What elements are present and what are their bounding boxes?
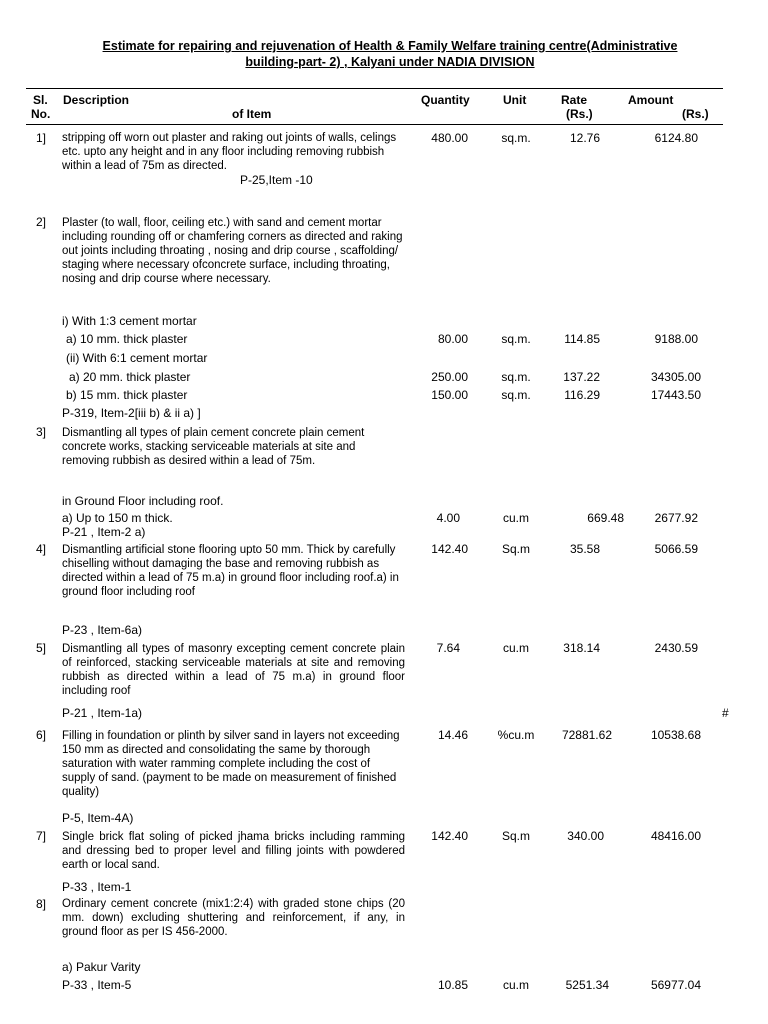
item8-unit: cu.m	[502, 978, 529, 992]
item5-unit: cu.m	[502, 641, 529, 655]
item2-a2-amount: 34305.00	[650, 370, 701, 384]
item2-sub-b: b) 15 mm. thick plaster	[66, 388, 188, 402]
item4-amount: 5066.59	[654, 542, 698, 556]
item3-reference: P-21 , Item-2 a)	[62, 525, 146, 539]
item3-description: Dismantling all types of plain cement concrete plain cement concrete works, stacking serviceable materials at site and removing rubbish as desired within a lead of 75m.	[62, 427, 365, 467]
item8-quantity: 10.85	[437, 978, 468, 992]
item8-sub: a) Pakur Varity	[62, 960, 141, 974]
item4-rate: 35.58	[569, 542, 600, 556]
header-of-item: of Item	[232, 107, 272, 121]
item7-quantity: 142.40	[431, 829, 468, 843]
header-amount: Amount	[628, 93, 674, 107]
item1-reference: P-25,Item -10	[240, 173, 313, 187]
header-no: No.	[31, 107, 51, 121]
header-sl: Sl.	[33, 93, 48, 107]
header-description: Description	[63, 93, 130, 107]
item8-sl: 8]	[36, 897, 47, 911]
item4-sl: 4]	[36, 542, 47, 556]
item8-rate: 5251.34	[565, 978, 609, 992]
item1-sl: 1]	[36, 131, 47, 145]
item5-sl: 5]	[36, 641, 47, 655]
item3-quantity: 4.00	[436, 511, 460, 525]
item6-rate: 72881.62	[561, 728, 612, 742]
estimate-title-line2: building-part- 2) , Kalyani under NADIA DIVISION	[245, 55, 535, 69]
item7-description: Single brick flat soling of picked jhama bricks including ramming and dressing bed to proper level and filling joints with powdered earth or local sand.	[62, 831, 405, 871]
item1-description: stripping off worn out plaster and raking out joints of walls, celings etc. upto any height and in any floor including removing rubbish within a lead of 75m as directed.	[62, 132, 397, 172]
item2-b-unit: sq.m.	[501, 388, 531, 402]
item2-a2-quantity: 250.00	[431, 370, 468, 384]
item1-quantity: 480.00	[431, 131, 468, 145]
header-rate: Rate	[561, 93, 588, 107]
item2-sub-a: a) 10 mm. thick plaster	[66, 332, 188, 346]
item7-rate: 340.00	[567, 829, 604, 843]
item3-sub1: in Ground Floor including roof.	[62, 494, 224, 508]
header-top-rule	[26, 88, 723, 89]
item1-rate: 12.76	[569, 131, 600, 145]
item8-amount: 56977.04	[650, 978, 701, 992]
item2-b-rate: 116.29	[564, 388, 600, 402]
item2-b-amount: 17443.50	[650, 388, 701, 402]
item2-sub-i: i) With 1:3 cement mortar	[62, 314, 197, 328]
item4-unit: Sq.m	[501, 542, 530, 556]
item2-a2-unit: sq.m.	[501, 370, 531, 384]
item3-sub2: a) Up to 150 m thick.	[62, 511, 173, 525]
item1-unit: sq.m.	[501, 131, 531, 145]
item2-sub-a2: a) 20 mm. thick plaster	[69, 370, 191, 384]
item2-a2-rate: 137.22	[563, 370, 600, 384]
item8-description: Ordinary cement concrete (mix1:2:4) with graded stone chips (20 mm. down) excluding shuttering and reinforcement, if any, in ground floor as per IS 456-2000.	[62, 898, 405, 938]
item3-amount: 2677.92	[654, 511, 698, 525]
item4-quantity: 142.40	[431, 542, 468, 556]
item8-reference: P-33 , Item-5	[62, 978, 132, 992]
item3-unit: cu.m	[502, 511, 529, 525]
item2-a-quantity: 80.00	[437, 332, 468, 346]
item5-quantity: 7.64	[436, 641, 460, 655]
item5-description: Dismantling all types of masonry excepting cement concrete plain of reinforced, stacking serviceable materials at site and removing rubbish as directed within a lead of 75 m.a) in ground floor including roof	[62, 643, 405, 697]
item2-sl: 2]	[36, 215, 47, 229]
item6-sl: 6]	[36, 728, 47, 742]
item4-reference: P-23 , Item-6a)	[62, 623, 143, 637]
item4-description: Dismantling artificial stone flooring upto 50 mm. Thick by carefully chiselling without damaging the base and removing rubbish as directed within a lead of 75 m.a) in ground floor including roof.a) in ground floor including roof	[62, 544, 399, 598]
item6-reference: P-5, Item-4A)	[62, 811, 134, 825]
item2-description: Plaster (to wall, floor, ceiling etc.) with sand and cement mortar including rounding off or chamfering corners as directed and raking out joints including throating , nosing and drip course , scaffolding/ staging where necessary ofconcrete surface, including throating, nosing and drip course where necessary.	[62, 217, 403, 285]
item5-rate: 318.14	[563, 641, 600, 655]
item5-reference: P-21 , Item-1a)	[62, 706, 143, 720]
item7-sl: 7]	[36, 829, 47, 843]
item1-amount: 6124.80	[654, 131, 698, 145]
item6-quantity: 14.46	[437, 728, 468, 742]
item3-rate: 669.48	[587, 511, 624, 525]
item6-description: Filling in foundation or plinth by silver sand in layers not exceeding 150 mm as directed and consolidating the same by thorough saturation with water ramming complete including the cost of supply of sand. (payment to be made on measurement of finished quality)	[62, 730, 400, 798]
item2-sub-ii: (ii) With 6:1 cement mortar	[66, 351, 208, 365]
item6-amount: 10538.68	[650, 728, 701, 742]
item6-unit: %cu.m	[497, 728, 535, 742]
item2-a-amount: 9188.00	[654, 332, 698, 346]
item3-sl: 3]	[36, 425, 47, 439]
item2-a-rate: 114.85	[564, 332, 600, 346]
item7-reference: P-33 , Item-1	[62, 880, 132, 894]
item2-b-quantity: 150.00	[431, 388, 468, 402]
header-amount-unit: (Rs.)	[682, 107, 709, 121]
item5-amount: 2430.59	[654, 641, 698, 655]
item7-unit: Sq.m	[501, 829, 530, 843]
item7-amount: 48416.00	[650, 829, 701, 843]
header-rate-unit: (Rs.)	[566, 107, 593, 121]
header-unit: Unit	[503, 93, 527, 107]
header-quantity: Quantity	[421, 93, 470, 107]
header-bottom-rule	[26, 124, 723, 125]
estimate-title-line1: Estimate for repairing and rejuvenation of Health & Family Welfare training centre(Administrative	[102, 39, 678, 53]
item2-a-unit: sq.m.	[501, 332, 531, 346]
item2-reference: P-319, Item-2[iii b) & ii a) ]	[62, 406, 201, 420]
hash-mark: #	[722, 706, 729, 720]
